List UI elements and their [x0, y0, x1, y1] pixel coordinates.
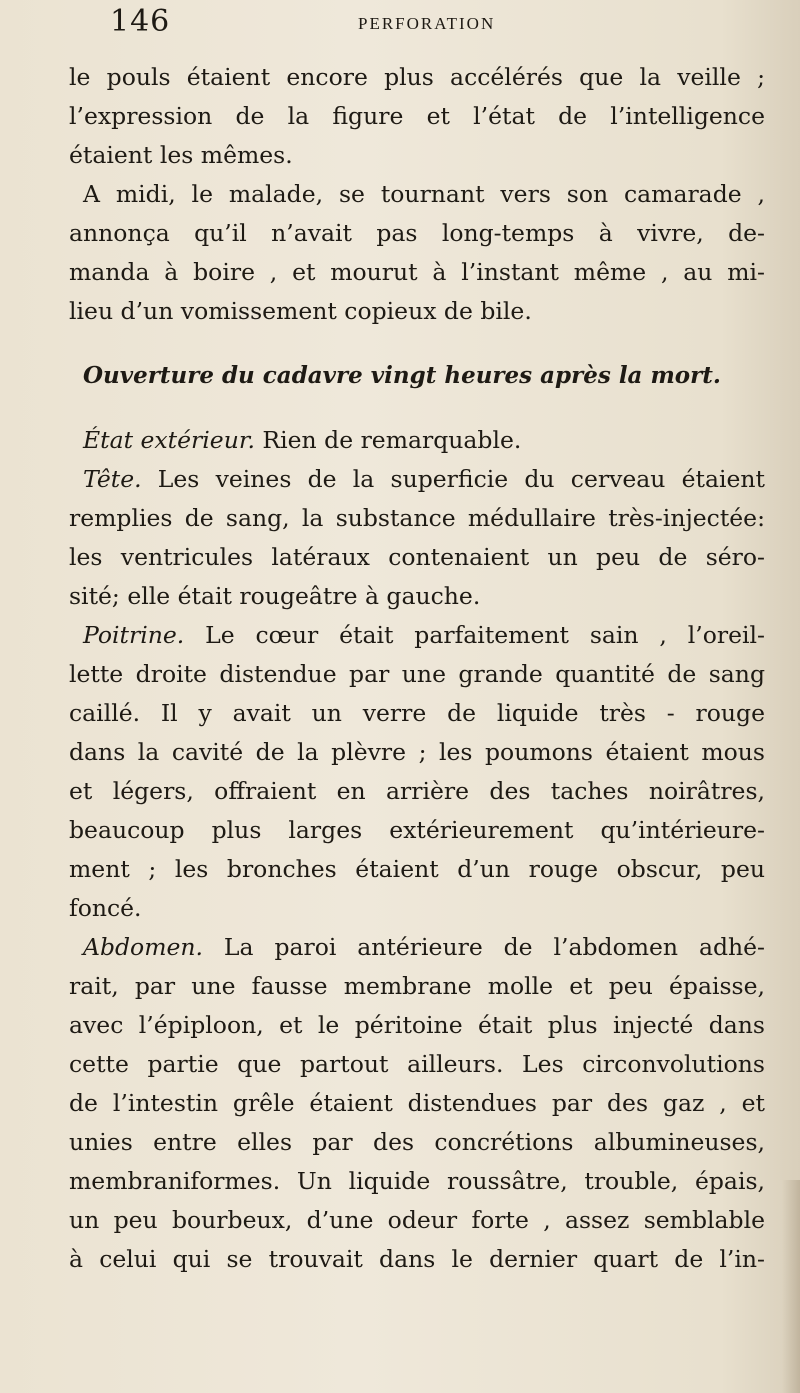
text-line: l’expression de la figure et l’état de l’intelligence [69, 102, 765, 130]
text-run: La paroi antérieure de l’abdomen adhé- [203, 933, 765, 961]
spacer [69, 331, 765, 355]
text-run: Les veines de la superficie du cerveau étaient [141, 465, 765, 493]
text-line: les ventricules latéraux contenaient un peu de séro- [69, 543, 765, 571]
text-line: le pouls étaient encore plus accélérés que la veille ; [69, 63, 765, 91]
paragraph-abdomen [69, 928, 765, 967]
paragraph-poitrine [69, 616, 765, 655]
spacer [69, 397, 765, 421]
running-head: PERFORATION [358, 14, 496, 33]
text-line: de l’intestin grêle étaient distendues par des gaz , et [69, 1089, 765, 1117]
text-line: ment ; les bronches étaient d’un rouge obscur, peu [69, 855, 765, 883]
text-line: caillé. Il y avait un verre de liquide très - rouge [69, 699, 765, 727]
text-line: foncé. [69, 894, 142, 922]
text-line: avec l’épiploon, et le péritoine était plus injecté dans [69, 1011, 765, 1039]
section-lead: Tête. [83, 465, 142, 493]
page-number: 146 [110, 4, 171, 39]
text-run: Le cœur était parfaitement sain , l’oreil- [184, 621, 765, 649]
section-lead: Abdomen. [83, 933, 204, 961]
text-line: rait, par une fausse membrane molle et peu épaisse, [69, 972, 765, 1000]
text-line: remplies de sang, la substance médullaire très-injectée: [69, 504, 765, 532]
text-line: lieu d’un vomissement copieux de bile. [69, 297, 532, 325]
text-line: beaucoup plus larges extérieurement qu’intérieure- [69, 816, 765, 844]
section-lead: Poitrine. [83, 621, 185, 649]
text-line: annonça qu’il n’avait pas long-temps à vivre, de- [69, 219, 765, 247]
paragraph-tete [69, 460, 765, 499]
text-line: et légers, offraient en arrière des taches noirâtres, [69, 777, 765, 805]
text-line: membraniformes. Un liquide roussâtre, trouble, épais, [69, 1167, 765, 1195]
paragraph-etat [69, 421, 765, 460]
text-run: Rien de remarquable. [254, 426, 522, 454]
text-line: unies entre elles par des concrétions albumineuses, [69, 1128, 765, 1156]
text-line: lette droite distendue par une grande quantité de sang [69, 660, 765, 688]
body-text [69, 58, 765, 1279]
page-header [110, 4, 750, 54]
page-edge-shadow [782, 1180, 800, 1393]
text-line: A midi, le malade, se tournant vers son camarade , [83, 180, 765, 208]
section-heading: Ouverture du cadavre vingt heures après la mort. [83, 362, 721, 389]
text-line: manda à boire , et mourut à l’instant même , au mi- [69, 258, 765, 286]
section-lead: État extérieur. [83, 426, 255, 454]
text-line: étaient les mêmes. [69, 141, 293, 169]
text-line: cette partie que partout ailleurs. Les circonvolutions [69, 1050, 765, 1078]
text-line: dans la cavité de la plèvre ; les poumons étaient mous [69, 738, 765, 766]
text-line: sité; elle était rougeâtre à gauche. [69, 582, 481, 610]
text-line: à celui qui se trouvait dans le dernier quart de l’in- [69, 1245, 765, 1273]
text-line: un peu bourbeux, d’une odeur forte , assez semblable [69, 1206, 765, 1234]
